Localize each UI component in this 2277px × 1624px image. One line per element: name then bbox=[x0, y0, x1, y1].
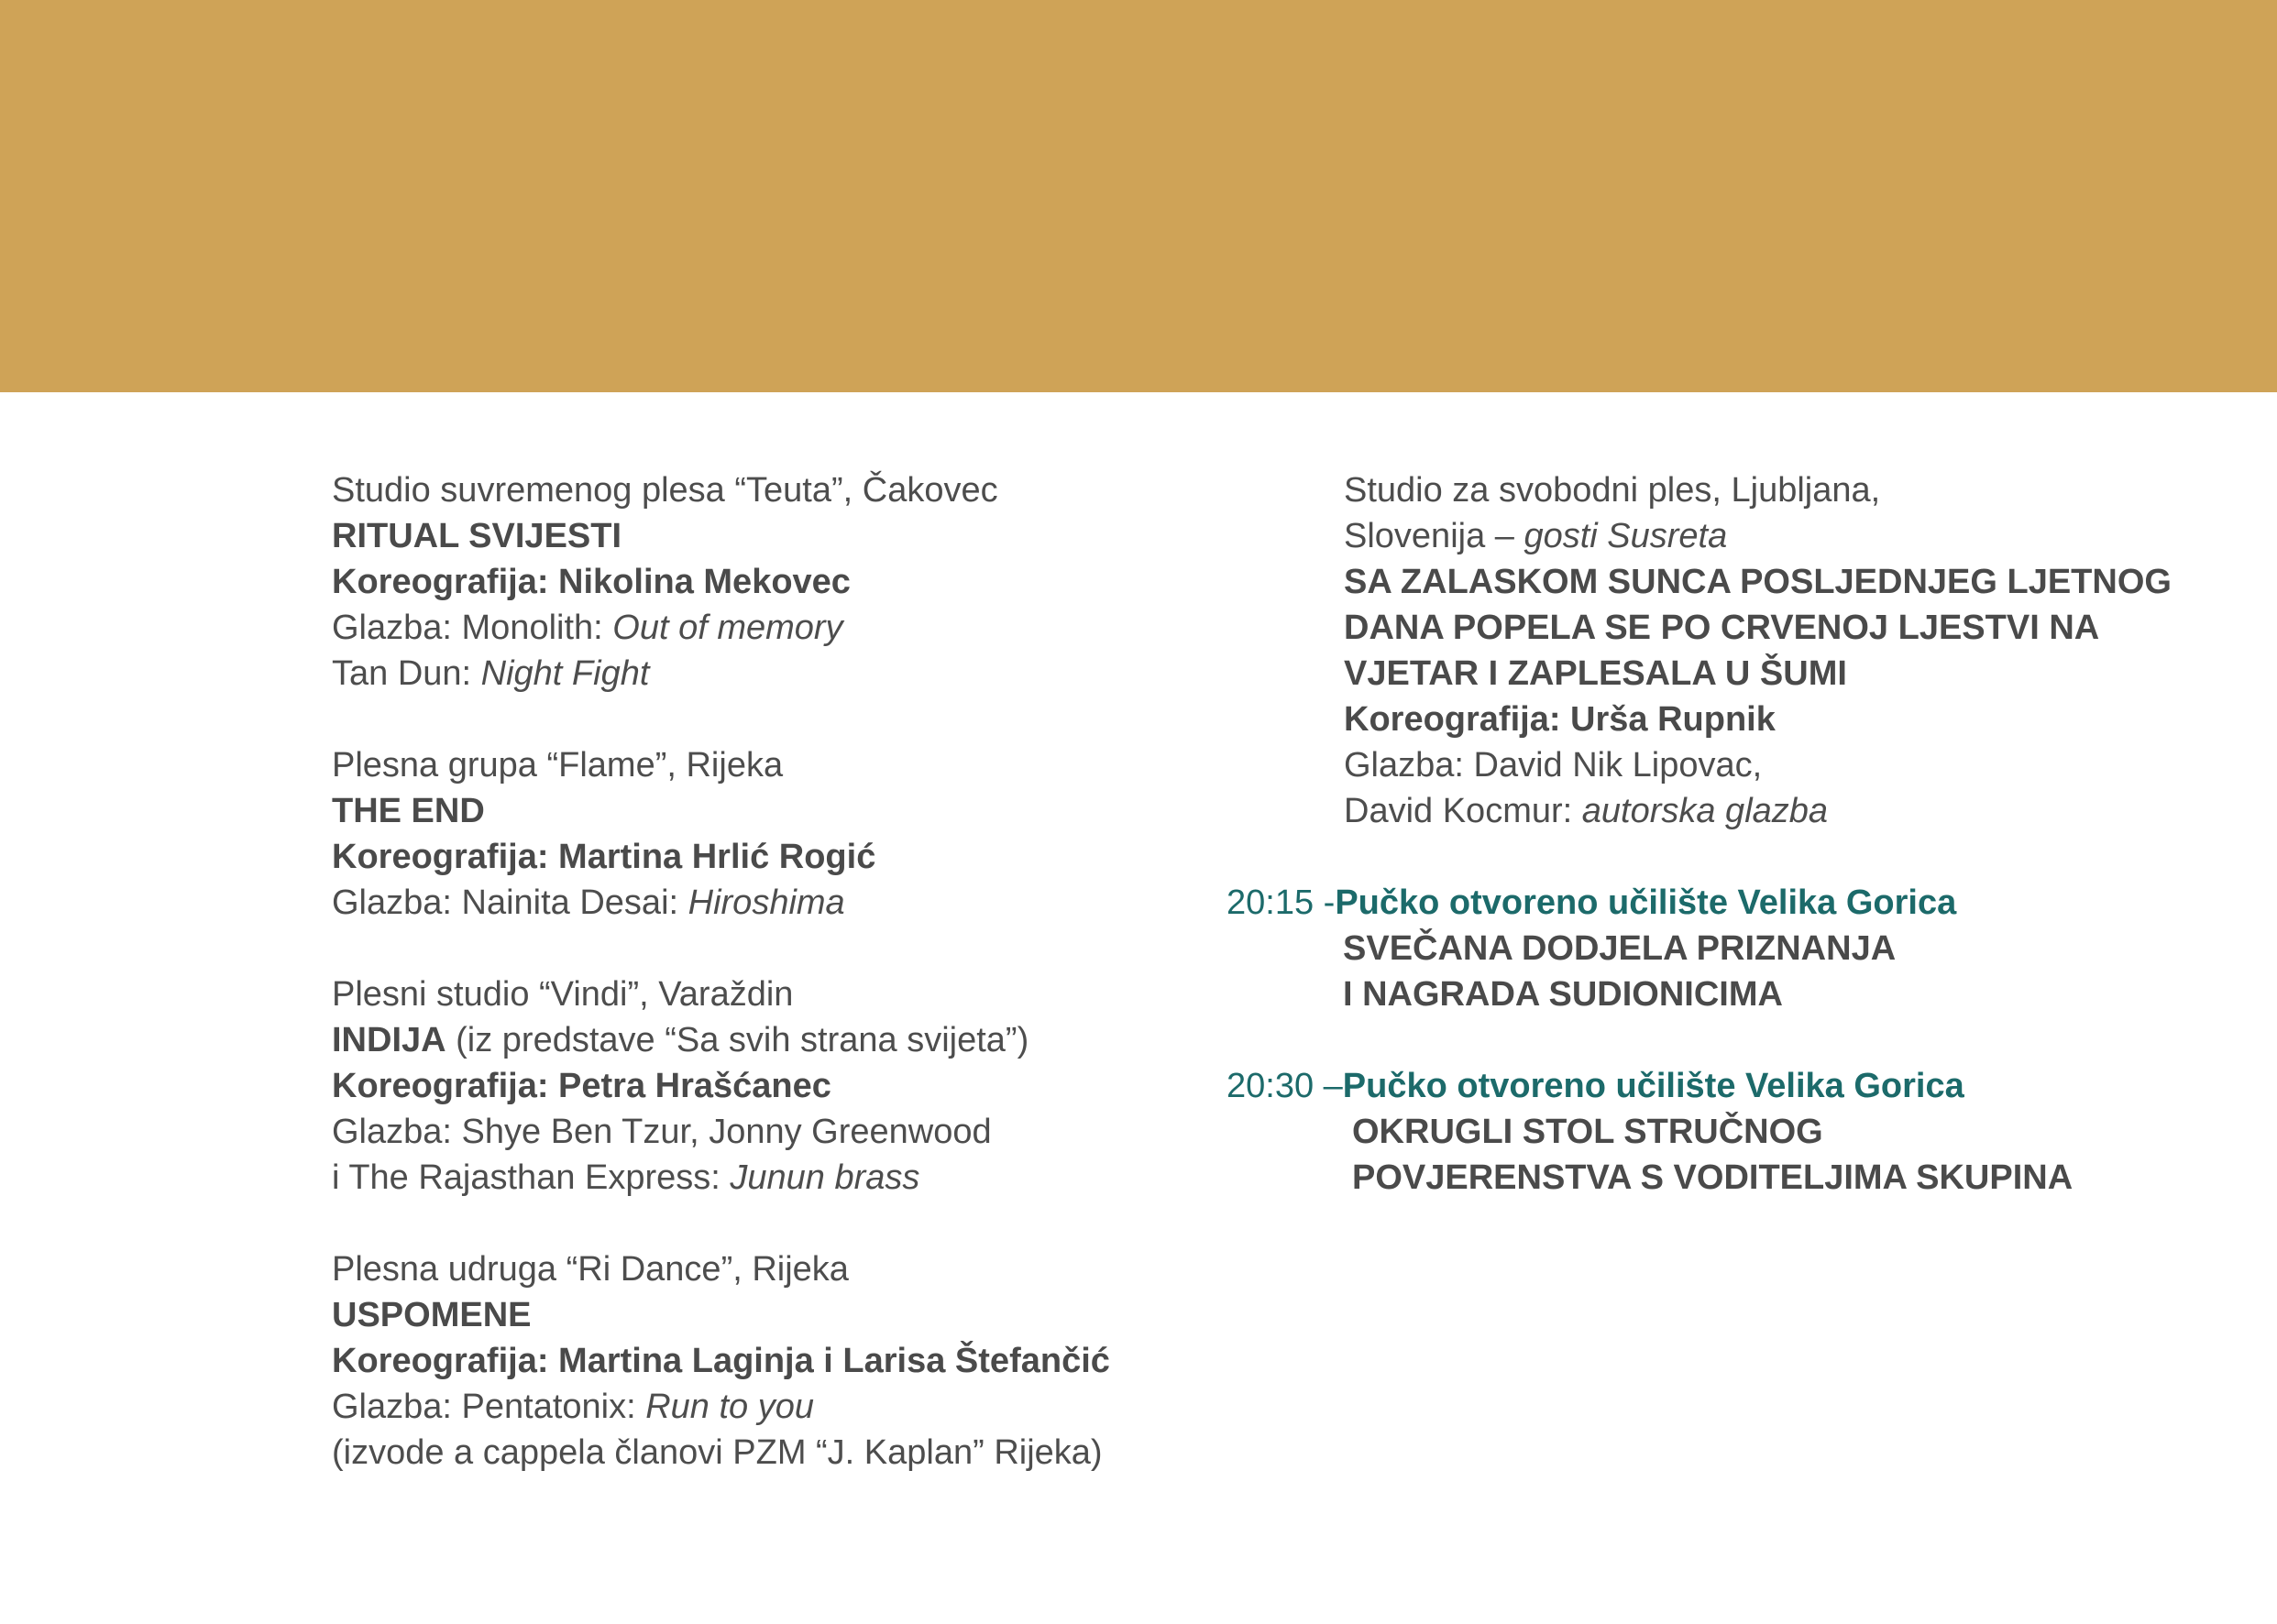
music-credit: Glazba: Monolith: Out of memory bbox=[332, 609, 843, 647]
group-name: Plesni studio “Vindi”, Varaždin bbox=[332, 975, 794, 1014]
music-credit: Glazba: Shye Ben Tzur, Jonny Greenwood bbox=[332, 1113, 992, 1151]
choreography: Koreografija: Martina Hrlić Rogić bbox=[332, 838, 876, 876]
program-entry bbox=[332, 742, 1120, 926]
program-entry bbox=[332, 971, 1120, 1201]
schedule-time: 20:30 – bbox=[1226, 1067, 1343, 1105]
piece-title-line bbox=[332, 1017, 1120, 1063]
header-band bbox=[0, 0, 2277, 392]
choreography: Koreografija: Urša Rupnik bbox=[1344, 700, 1776, 739]
piece-title: INDIJA bbox=[332, 1021, 446, 1059]
schedule-item bbox=[1226, 1063, 2073, 1201]
choreography: Koreografija: Martina Laginja i Larisa Štefančić bbox=[332, 1342, 1110, 1380]
piece-title: VJETAR I ZAPLESALA U ŠUMI bbox=[1344, 654, 1847, 693]
piece-title: SA ZALASKOM SUNCA POSLJEDNJEG LJETNOG bbox=[1344, 563, 2172, 601]
music-credit: i The Rajasthan Express: Junun brass bbox=[332, 1158, 920, 1197]
group-name: Studio za svobodni ples, Ljubljana, bbox=[1344, 471, 1881, 510]
group-name-line2: Slovenija – gosti Susreta bbox=[1344, 517, 1728, 555]
program-entry bbox=[332, 467, 1120, 697]
music-credit: Glazba: Nainita Desai: Hiroshima bbox=[332, 883, 845, 922]
schedule-item bbox=[1226, 880, 1956, 1017]
schedule-title: SVEČANA DODJELA PRIZNANJA bbox=[1343, 929, 1897, 968]
piece-title: DANA POPELA SE PO CRVENOJ LJESTVI NA bbox=[1344, 609, 2100, 647]
choreography: Koreografija: Petra Hrašćanec bbox=[332, 1067, 831, 1105]
schedule-title: POVJERENSTVA S VODITELJIMA SKUPINA bbox=[1352, 1158, 2074, 1197]
music-credit: Glazba: David Nik Lipovac, bbox=[1344, 746, 1763, 785]
program-right-column bbox=[1344, 467, 2172, 834]
schedule-venue: Pučko otvoreno učilište Velika Gorica bbox=[1342, 1067, 1964, 1105]
piece-title: USPOMENE bbox=[332, 1296, 532, 1334]
piece-title-suffix: (iz predstave “Sa svih strana svijeta”) bbox=[446, 1021, 1029, 1059]
music-credit: (izvode a cappela članovi PZM “J. Kaplan” Rijeka) bbox=[332, 1433, 1103, 1472]
group-name: Plesna grupa “Flame”, Rijeka bbox=[332, 746, 784, 785]
program-entry bbox=[332, 1246, 1120, 1476]
group-name: Studio suvremenog plesa “Teuta”, Čakovec bbox=[332, 471, 998, 510]
music-credit: Tan Dun: Night Fight bbox=[332, 654, 650, 693]
group-name: Plesna udruga “Ri Dance”, Rijeka bbox=[332, 1250, 849, 1289]
schedule-venue: Pučko otvoreno učilište Velika Gorica bbox=[1335, 883, 1957, 922]
piece-title: THE END bbox=[332, 792, 485, 830]
schedule-title: I NAGRADA SUDIONICIMA bbox=[1343, 975, 1783, 1014]
piece-title: RITUAL SVIJESTI bbox=[332, 517, 622, 555]
program-entry bbox=[1344, 467, 2172, 834]
schedule-time: 20:15 - bbox=[1226, 883, 1336, 922]
music-credit: Glazba: Pentatonix: Run to you bbox=[332, 1388, 815, 1426]
program-left-column bbox=[332, 467, 1120, 1476]
music-credit: David Kocmur: autorska glazba bbox=[1344, 792, 1829, 830]
choreography: Koreografija: Nikolina Mekovec bbox=[332, 563, 851, 601]
schedule-title: OKRUGLI STOL STRUČNOG bbox=[1352, 1113, 1823, 1151]
